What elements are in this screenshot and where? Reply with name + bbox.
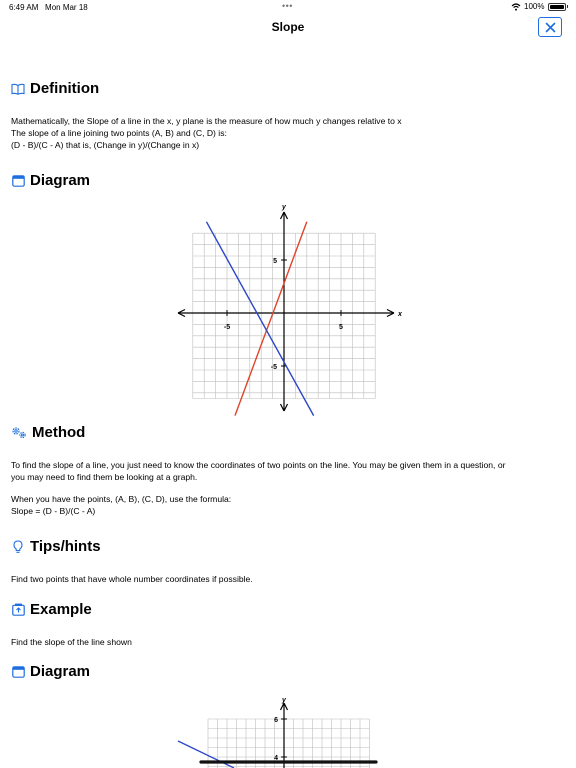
- battery-percent: 100%: [524, 2, 545, 11]
- method-text-2: When you have the points, (A, B), (C, D), use the formula: Slope = (D - B)/(C - A): [11, 494, 232, 516]
- slope-graph: [170, 200, 410, 418]
- tips-text: Find two points that have whole number coordinates if possible.: [11, 574, 253, 584]
- example-header: [11, 601, 92, 618]
- method-title: Method: [32, 424, 86, 441]
- blue-line: [206, 222, 313, 416]
- y-tick-neg5: -5: [270, 364, 277, 371]
- diagram-2-title: Diagram: [30, 663, 91, 680]
- window-icon: [11, 174, 25, 188]
- y-axis-label: y: [282, 204, 286, 211]
- red-line: [235, 222, 307, 416]
- tips-title: Tips/hints: [30, 538, 101, 555]
- status-time: 6:49 AM Mon Mar 18: [9, 3, 88, 12]
- example-blue-line: [178, 741, 234, 768]
- example-title: Example: [30, 601, 92, 618]
- example-y-tick-4: 4: [274, 755, 278, 762]
- x-tick-pos5: 5: [339, 324, 343, 331]
- example-graph: [170, 693, 390, 768]
- lightbulb-icon: [11, 540, 25, 554]
- example-icon: [11, 603, 25, 617]
- gears-icon: [11, 426, 27, 440]
- window-icon: [11, 665, 25, 679]
- method-text-1: To find the slope of a line, you just need to know the coordinates of two points on the line. You may be given them in a question, or you may need to find them be looking at a graph.: [11, 460, 506, 482]
- status-bar: [0, 0, 576, 14]
- diagram-2-header: [11, 663, 90, 680]
- close-button[interactable]: [538, 17, 562, 37]
- x-axis-label: x: [398, 311, 402, 318]
- book-icon: [11, 82, 25, 96]
- method-header: [11, 424, 85, 441]
- x-tick-neg5: -5: [223, 324, 231, 331]
- example-y-tick-6: 6: [274, 717, 278, 724]
- example-y-axis-label: y: [282, 697, 286, 704]
- battery-icon: [548, 3, 566, 11]
- graph-lines: [206, 222, 313, 416]
- definition-text: Mathematically, the Slope of a line in the x, y plane is the measure of how much y changes relative to x The slope of a line joining two points (A, B) and (C, D) is: (D - B)/(C - A) that is, (Change in y)/(Change in x): [11, 116, 402, 150]
- diagram-title: Diagram: [30, 172, 91, 189]
- definition-title: Definition: [30, 80, 100, 97]
- y-tick-pos5: 5: [273, 258, 277, 265]
- page-title: Slope: [271, 20, 305, 34]
- example-text: Find the slope of the line shown: [11, 637, 132, 647]
- multitasking-dots[interactable]: •••: [282, 1, 293, 11]
- tips-header: [11, 538, 101, 555]
- wifi-icon: [511, 3, 521, 11]
- definition-header: [11, 80, 99, 97]
- close-icon: [545, 22, 556, 33]
- status-right: [511, 2, 568, 11]
- diagram-header: [11, 172, 90, 189]
